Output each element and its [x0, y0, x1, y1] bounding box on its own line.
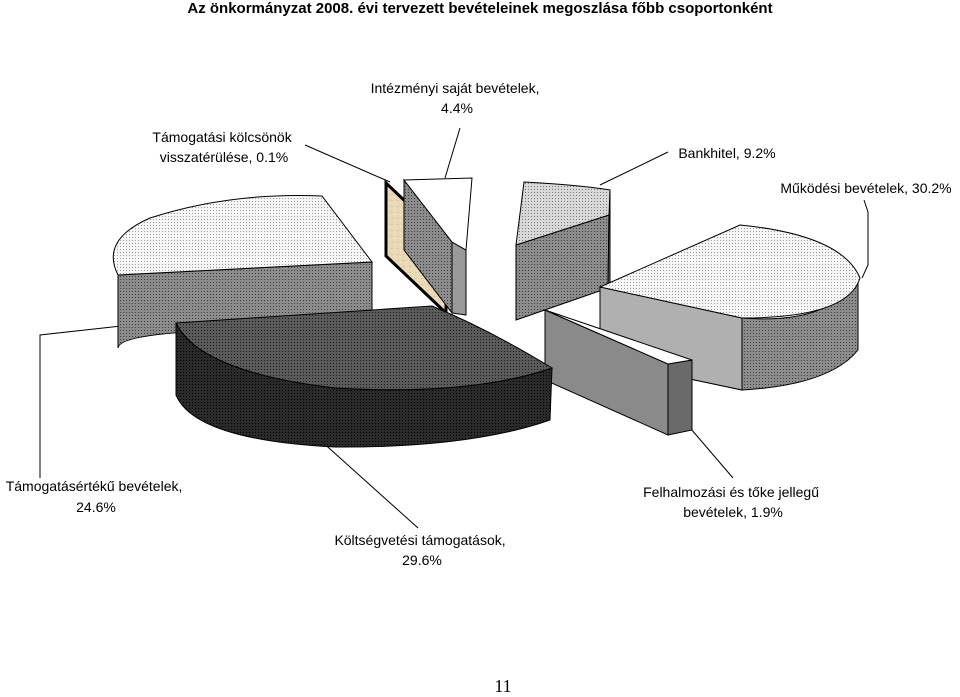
- label-mukodesi-line1: Működési bevételek, 30.2%: [780, 180, 952, 196]
- label-felhalmozasi-line2: bevételek, 1.9%: [683, 504, 783, 520]
- label-koltsegvetesi-line2: 29.6%: [402, 552, 442, 568]
- pie-slice-bankhitel: [516, 182, 610, 320]
- label-felhalmozasi: [643, 484, 823, 520]
- chart-title: Az önkormányzat 2008. évi tervezett bevételeinek megoszlása főbb csoportonként: [187, 0, 773, 17]
- pie-slice-intezmenyi: [404, 178, 472, 315]
- leader-line-bankhitel: [600, 152, 668, 185]
- leader-line-intezmenyi: [445, 128, 460, 178]
- label-kolcsonok: [152, 129, 295, 165]
- label-intezmenyi-line1: Intézményi saját bevételek,: [370, 80, 540, 96]
- label-bankhitel: [678, 145, 775, 161]
- label-bankhitel-line1: Bankhitel, 9.2%: [678, 145, 776, 161]
- label-tamogatasertheku: [6, 478, 187, 515]
- pie-slice-koltsegvetesi: [176, 306, 552, 447]
- leader-line-kolcsonok: [305, 145, 390, 182]
- leader-line-tamogatasertheku: [40, 320, 175, 478]
- leader-line-koltsegvetesi: [320, 440, 418, 528]
- label-intezmenyi-line2: 4.4%: [441, 100, 473, 116]
- label-felhalmozasi-line1: Felhalmozási és tőke jellegű: [643, 484, 819, 500]
- label-koltsegvetesi-line1: Költségvetési támogatások,: [334, 532, 506, 548]
- label-kolcsonok-line2: visszatérülése, 0.1%: [159, 149, 289, 165]
- label-kolcsonok-line1: Támogatási kölcsönök: [152, 129, 292, 145]
- label-koltsegvetesi: [334, 532, 509, 568]
- label-tamogatasertheku-line1: Támogatásértékű bevételek,: [5, 478, 183, 494]
- page-number: 11: [494, 676, 512, 696]
- label-mukodesi: [780, 180, 951, 196]
- leader-line-mukodesi: [862, 200, 868, 278]
- label-tamogatasertheku-line2: 24.6%: [76, 499, 116, 515]
- label-intezmenyi: [371, 80, 544, 116]
